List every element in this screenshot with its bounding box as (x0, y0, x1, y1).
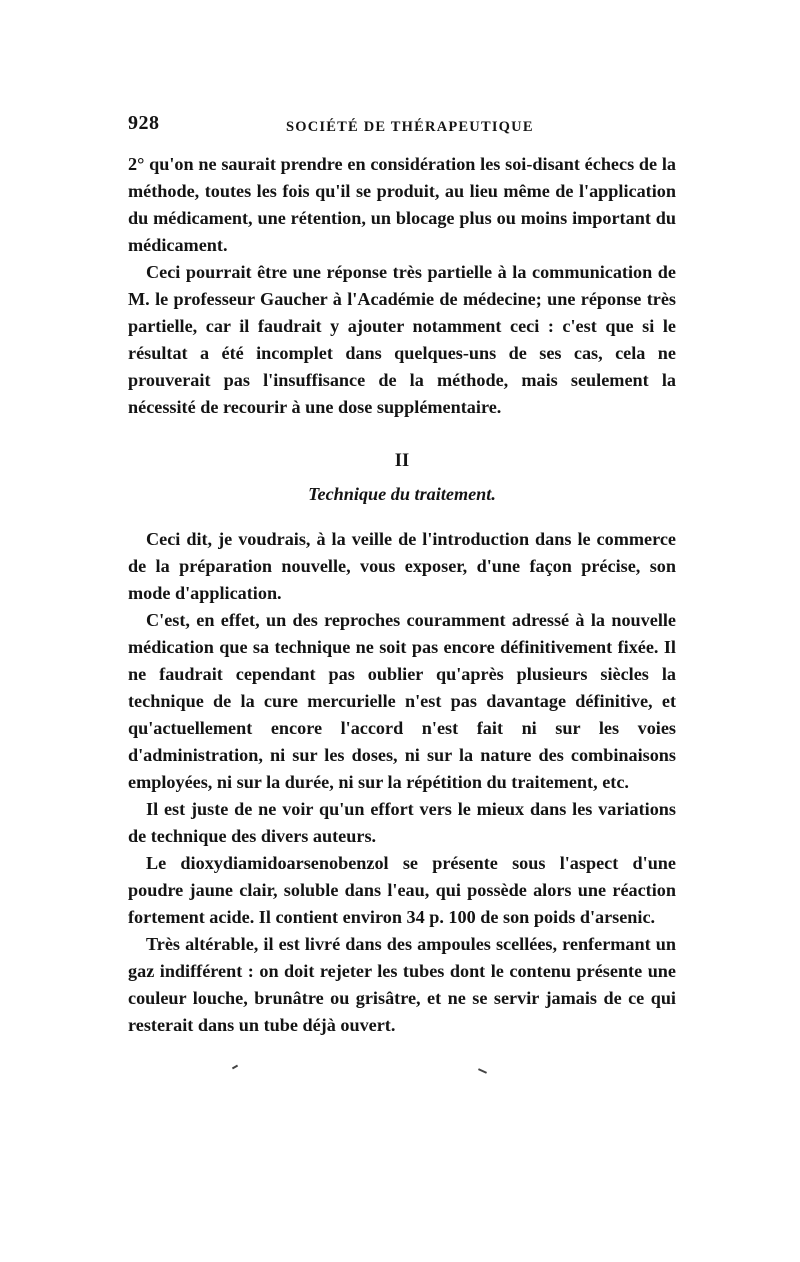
page-number: 928 (128, 112, 160, 134)
paragraph: 2° qu'on ne saurait prendre en considération les soi-disant échecs de la méthode, toutes les fois qu'il se produit, au lieu même de l'application du médicament, une rétention, un blocage plus ou moins important du médicament. (128, 154, 676, 255)
paragraph: Le dioxydiamidoarsenobenzol se présente sous l'aspect d'une poudre jaune clair, soluble dans l'eau, qui possède alors une réaction fortement acide. Il contient environ 34 p. 100 de son poids d'arsenic. (128, 853, 676, 927)
ink-speck (232, 1065, 238, 1070)
section-number: II (394, 451, 410, 471)
paragraph: Ceci pourrait être une réponse très partielle à la communication de M. le professeur Gaucher à l'Académie de médecine; une réponse très partielle, car il faudrait y ajouter notamment ceci : c'est que si le résultat a été incomplet dans quelques-uns de ses cas, cela ne prouverait pas l'insuffisance de la méthode, mais seulement la nécessité de recourir à une dose supplémentaire. (128, 262, 676, 417)
body-text (128, 151, 676, 1039)
ink-speck (478, 1068, 487, 1074)
paragraph: C'est, en effet, un des reproches couramment adressé à la nouvelle médication que sa technique ne soit pas encore définitivement fixée. Il ne faudrait cependant pas oublier qu'après plusieurs siècles la technique de la cure mercurielle n'est pas davantage définitive, et qu'actuellement encore l'accord n'est fait ni sur les voies d'administration, ni sur les doses, ni sur la nature des combinaisons employées, ni sur la durée, ni sur la répétition du traitement, etc. (128, 610, 676, 792)
paragraph: Ceci dit, je voudrais, à la veille de l'introduction dans le commerce de la préparation nouvelle, vous exposer, d'une façon précise, son mode d'application. (128, 529, 676, 603)
page-header (128, 112, 676, 146)
running-title: SOCIÉTÉ DE THÉRAPEUTIQUE (286, 119, 534, 135)
paragraph: Il est juste de ne voir qu'un effort vers le mieux dans les variations de technique des divers auteurs. (128, 799, 676, 846)
section-title: Technique du traitement. (308, 484, 496, 504)
paragraph: Très altérable, il est livré dans des ampoules scellées, renfermant un gaz indifférent : on doit rejeter les tubes dont le contenu présente une couleur louche, brunâtre ou grisâtre, et ne se servir jamais de ce qui resterait dans un tube déjà ouvert. (128, 934, 676, 1035)
